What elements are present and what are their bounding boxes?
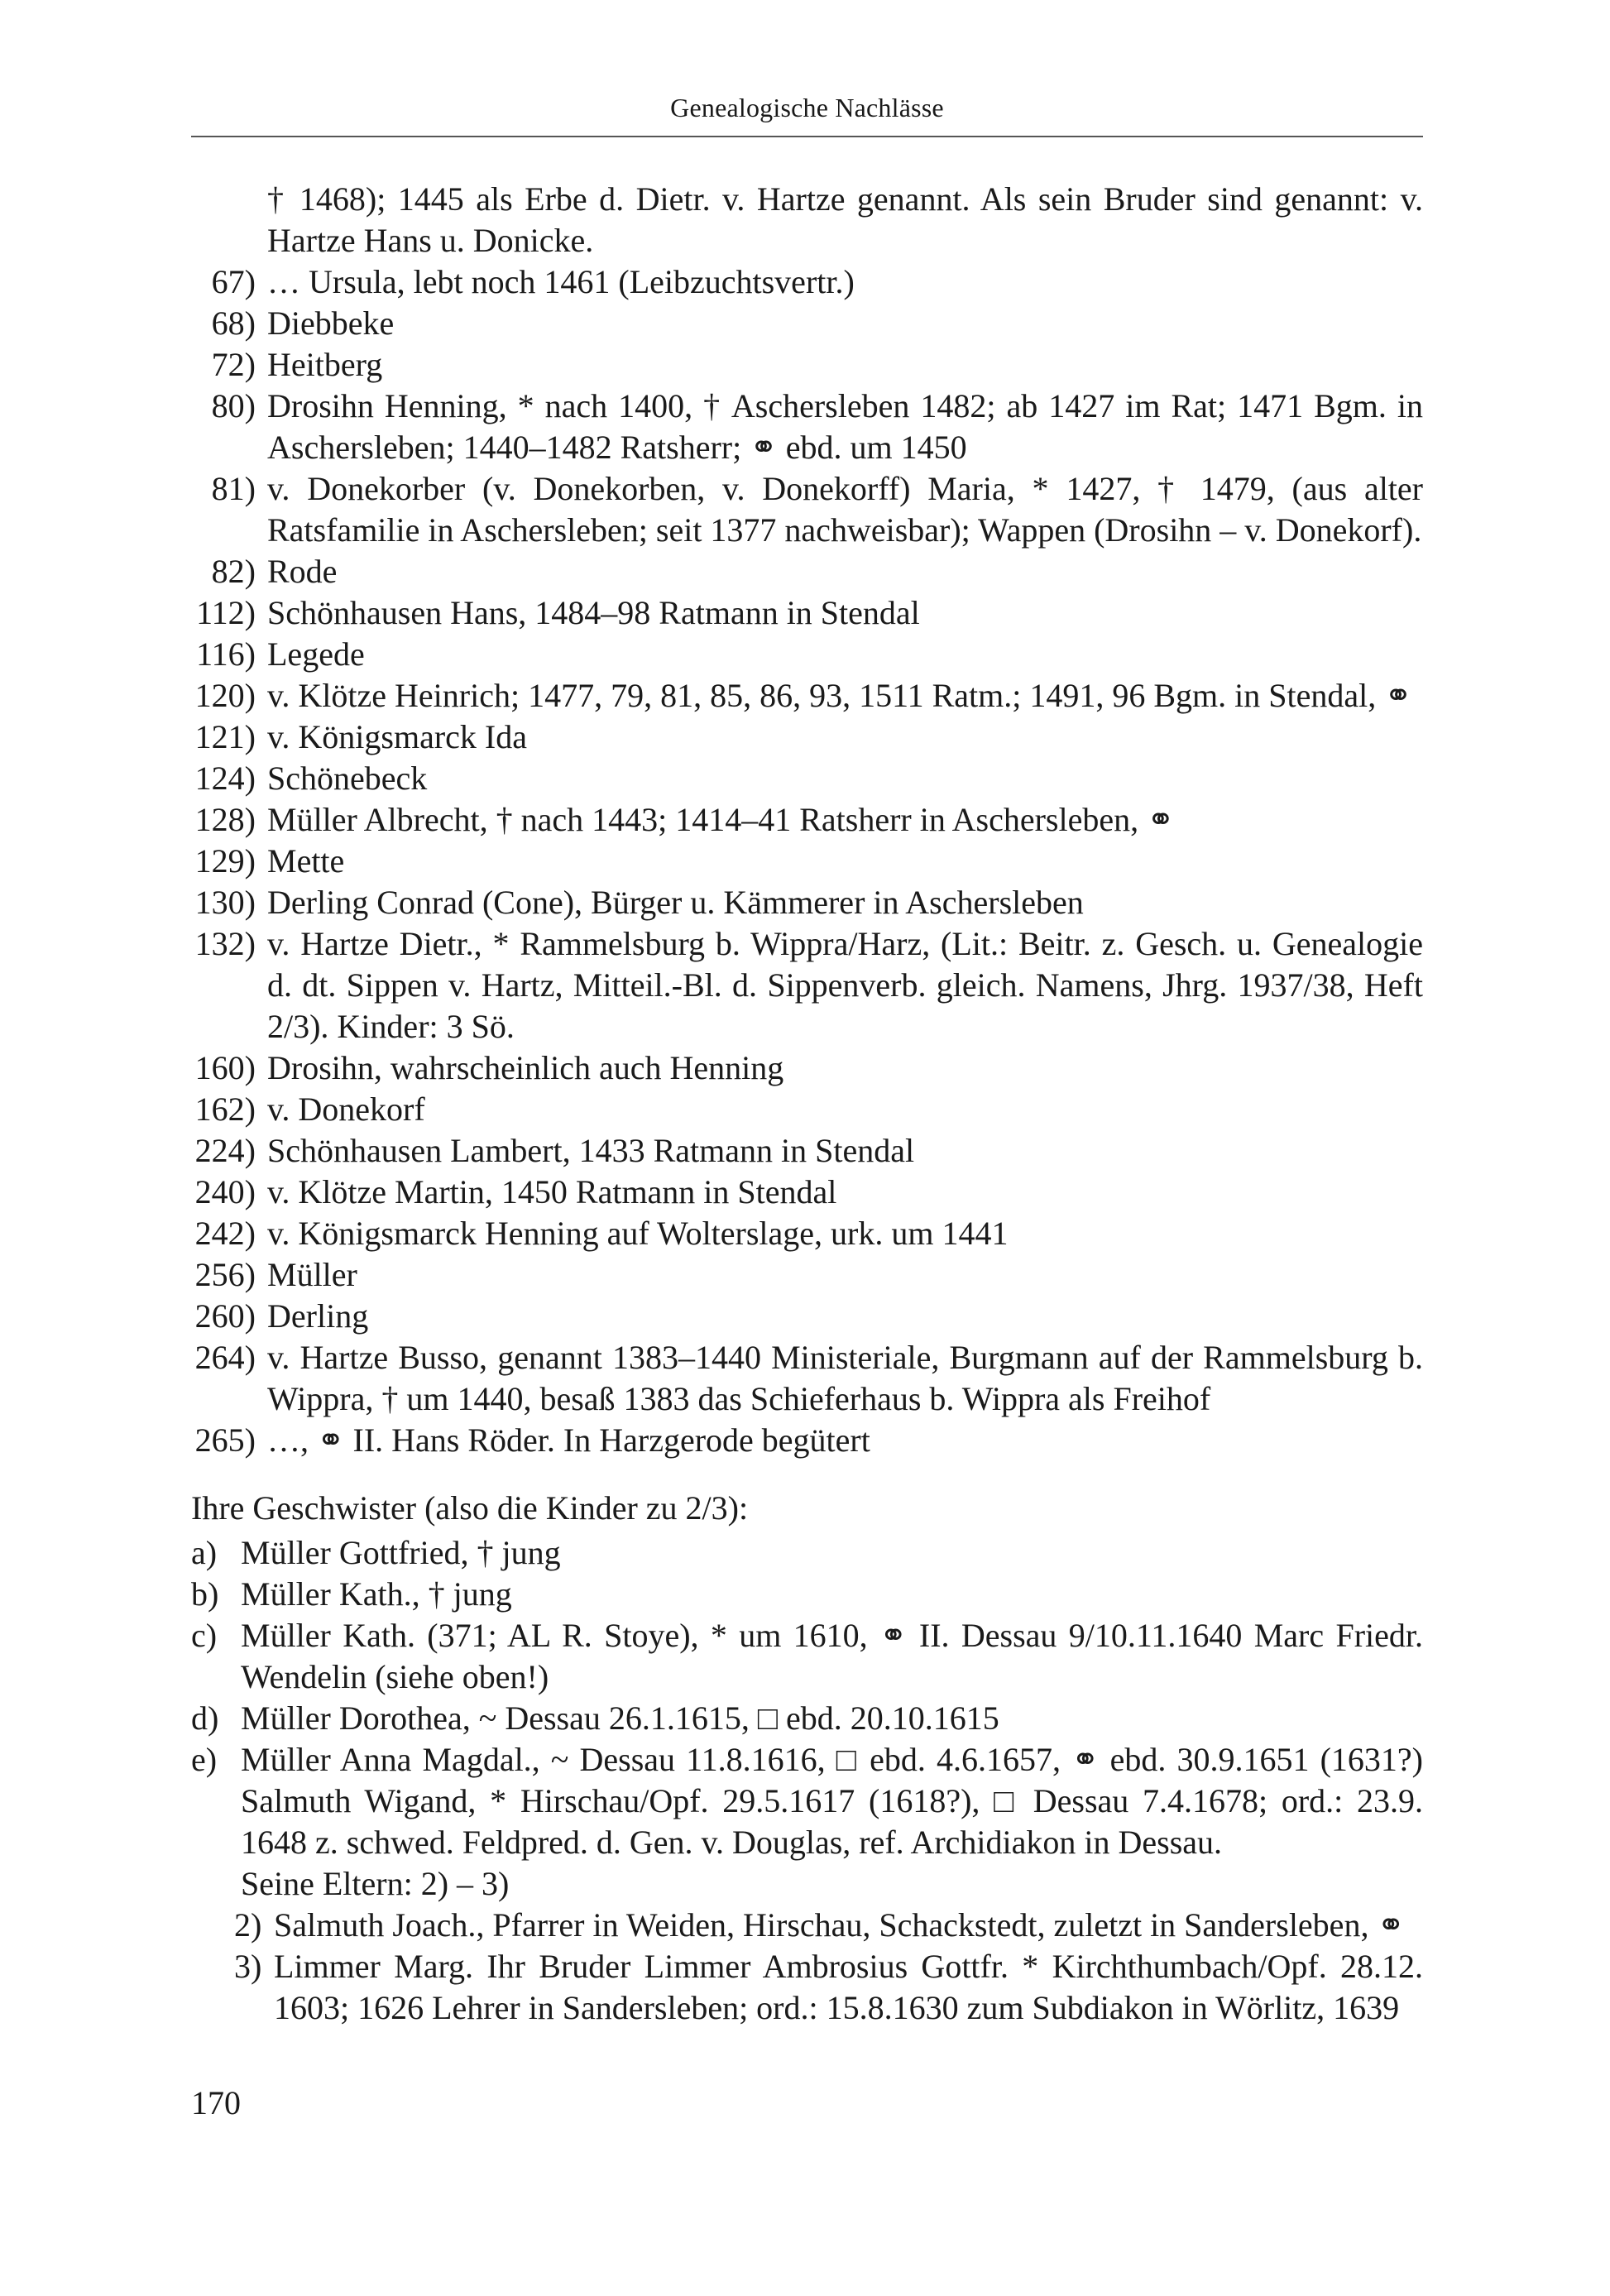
sibling-label: a) (191, 1534, 218, 1571)
ancestor-entry (191, 592, 1423, 634)
entry-number: 242) (194, 1215, 256, 1252)
ancestor-entry (191, 882, 1423, 923)
continuation-text: † 1468); 1445 als Erbe d. Dietr. v. Hartze genannt. Als sein Bruder sind genannt: v. Hartze Hans u. Donicke. (267, 180, 1423, 259)
ancestor-entry (191, 261, 1423, 303)
entry-text: …, ⚭ II. Hans Röder. In Harzgerode begütert (267, 1421, 870, 1459)
entry-number: 124) (194, 760, 256, 797)
parent-text: Limmer Marg. Ihr Bruder Limmer Ambrosius Gottfr. * Kirchthumbach/Opf. 28.12. 1603; 1626 Lehrer in Sandersleben; ord.: 15.8.1630 zum Subdiakon in Wörlitz, 1639 (274, 1948, 1423, 2026)
running-head: Genealogische Nachlässe (670, 93, 944, 122)
entry-text: v. Hartze Busso, genannt 1383–1440 Ministeriale, Burgmann auf der Rammelsburg b. Wippra, † um 1440, besaß 1383 das Schieferhaus b. Wippra als Freihof (267, 1339, 1423, 1417)
sibling-entry (191, 1698, 1423, 1739)
entry-text: Derling Conrad (Cone), Bürger u. Kämmerer in Aschersleben (267, 884, 1084, 921)
ancestor-entry (191, 344, 1423, 386)
ancestor-entry (191, 386, 1423, 468)
ancestor-entry (191, 758, 1423, 799)
sibling-text: Müller Dorothea, ~ Dessau 26.1.1615, □ ebd. 20.10.1615 (241, 1699, 999, 1737)
sibling-label: e) (191, 1741, 218, 1778)
ancestor-entry (191, 551, 1423, 592)
entry-text: Schönhausen Hans, 1484–98 Ratmann in Stendal (267, 594, 920, 631)
entry-number: 80) (211, 387, 256, 424)
document-page (191, 0, 1423, 2296)
entry-number: 160) (194, 1049, 256, 1086)
header-rule (191, 136, 1423, 137)
entry-number: 82) (211, 553, 256, 590)
ancestor-entry (191, 841, 1423, 882)
entry-text: Legede (267, 635, 365, 673)
entry-number: 116) (196, 635, 256, 673)
entry-number: 120) (194, 677, 256, 714)
entry-number: 132) (194, 925, 256, 962)
entry-number: 128) (194, 801, 256, 838)
ancestor-entry (191, 923, 1423, 1047)
parent-number: 3) (234, 1948, 262, 1985)
document-body (191, 179, 1423, 2029)
entry-number: 112) (196, 594, 256, 631)
siblings-intro: Ihre Geschwister (also die Kinder zu 2/3): (191, 1489, 749, 1527)
entry-number: 240) (194, 1173, 256, 1210)
entry-text: Schönhausen Lambert, 1433 Ratmann in Stendal (267, 1132, 915, 1169)
entry-number: 81) (211, 470, 256, 507)
entry-number: 129) (194, 842, 256, 880)
page-number: 170 (191, 2084, 241, 2121)
sibling-text: Müller Gottfried, † jung (241, 1534, 561, 1571)
sibling-label: b) (191, 1575, 219, 1613)
ancestor-entry (191, 1089, 1423, 1130)
entry-text: v. Klötze Heinrich; 1477, 79, 81, 85, 86, 93, 1511 Ratm.; 1491, 96 Bgm. in Stendal, ⚭ (267, 677, 1412, 714)
ancestor-entry (191, 634, 1423, 675)
parent-entry (191, 1946, 1423, 2029)
entry-text: v. Königsmarck Ida (267, 718, 527, 755)
parent-number: 2) (234, 1906, 262, 1944)
entry-text: v. Königsmarck Henning auf Wolterslage, urk. um 1441 (267, 1215, 1009, 1252)
sibling-text: Müller Kath., † jung (241, 1575, 512, 1613)
sibling-entry (191, 1532, 1423, 1574)
ancestor-entry (191, 1420, 1423, 1461)
entry-number: 224) (194, 1132, 256, 1169)
entry-text: Rode (267, 553, 338, 590)
entry-text: v. Donekorf (267, 1090, 425, 1128)
parent-entry (191, 1905, 1423, 1946)
ancestor-entry (191, 675, 1423, 717)
entry-text: Diebbeke (267, 304, 395, 342)
entry-number: 162) (194, 1090, 256, 1128)
entry-text: Heitberg (267, 346, 383, 383)
entry-text: v. Klötze Martin, 1450 Ratmann in Stendal (267, 1173, 837, 1210)
entry-number: 265) (194, 1421, 256, 1459)
entry-text: Derling (267, 1297, 369, 1335)
ancestor-entry (191, 1213, 1423, 1254)
entry-text: Drosihn Henning, * nach 1400, † Aschersleben 1482; ab 1427 im Rat; 1471 Bgm. in Aschersleben; 1440–1482 Ratsherr; ⚭ ebd. um 1450 (267, 387, 1423, 466)
ancestor-entry (191, 1254, 1423, 1296)
entry-text: Müller (267, 1256, 357, 1293)
ancestor-entry (191, 717, 1423, 758)
sibling-entry (191, 1574, 1423, 1615)
entry-text: v. Donekorber (v. Donekorben, v. Donekorff) Maria, * 1427, † 1479, (aus alter Ratsfamilie in Aschersleben; seit 1377 nachweisbar); Wappen (Drosihn – v. Donekorf). (267, 470, 1423, 549)
entry-number: 121) (194, 718, 256, 755)
sibling-entry (191, 1615, 1423, 1698)
entry-text: Müller Albrecht, † nach 1443; 1414–41 Ratsherr in Aschersleben, ⚭ (267, 801, 1175, 838)
entry-number: 264) (194, 1339, 256, 1376)
entry-text: v. Hartze Dietr., * Rammelsburg b. Wippra/Harz, (Lit.: Beitr. z. Gesch. u. Genealogie d. dt. Sippen v. Hartz, Mitteil.-Bl. d. Sippenverb. gleich. Namens, Jhrg. 1937/38, Heft 2/3). Kinder: 3 Sö. (267, 925, 1423, 1045)
ancestor-entry (191, 1172, 1423, 1213)
entry-text: Drosihn, wahrscheinlich auch Henning (267, 1049, 784, 1086)
ancestor-entry (191, 468, 1423, 551)
entry-number: 256) (194, 1256, 256, 1293)
ancestor-entry (191, 1337, 1423, 1420)
parent-text: Salmuth Joach., Pfarrer in Weiden, Hirschau, Schackstedt, zuletzt in Sandersleben, ⚭ (274, 1906, 1405, 1944)
ancestor-entry (191, 303, 1423, 344)
entry-number: 130) (194, 884, 256, 921)
entry-text: Schönebeck (267, 760, 428, 797)
sibling-label: d) (191, 1699, 219, 1737)
entry-number: 260) (194, 1297, 256, 1335)
ancestor-entry (191, 1047, 1423, 1089)
sibling-text: Müller Kath. (371; AL R. Stoye), * um 1610, ⚭ II. Dessau 9/10.11.1640 Marc Friedr. Wendelin (siehe oben!) (241, 1617, 1423, 1695)
ancestor-entry (191, 1130, 1423, 1172)
sibling-label: c) (191, 1617, 218, 1654)
entry-number: 68) (211, 304, 256, 342)
entry-number: 72) (211, 346, 256, 383)
ancestor-entry (191, 1296, 1423, 1337)
sibling-text: Müller Anna Magdal., ~ Dessau 11.8.1616, □ ebd. 4.6.1657, ⚭ ebd. 30.9.1651 (1631?) Salmuth Wigand, * Hirschau/Opf. 29.5.1617 (1618?), □ Dessau 7.4.1678; ord.: 23.9. 1648 z. schwed. Feldpred. d. Gen. v. Douglas, ref. Archidiakon in Dessau. (241, 1741, 1423, 1861)
ancestor-entry (191, 799, 1423, 841)
entry-number: 67) (211, 263, 256, 300)
entry-text: Mette (267, 842, 345, 880)
sibling-entry (191, 1739, 1423, 1863)
entry-text: … Ursula, lebt noch 1461 (Leibzuchtsvertr.) (267, 263, 855, 300)
parents-intro: Seine Eltern: 2) – 3) (241, 1865, 510, 1902)
